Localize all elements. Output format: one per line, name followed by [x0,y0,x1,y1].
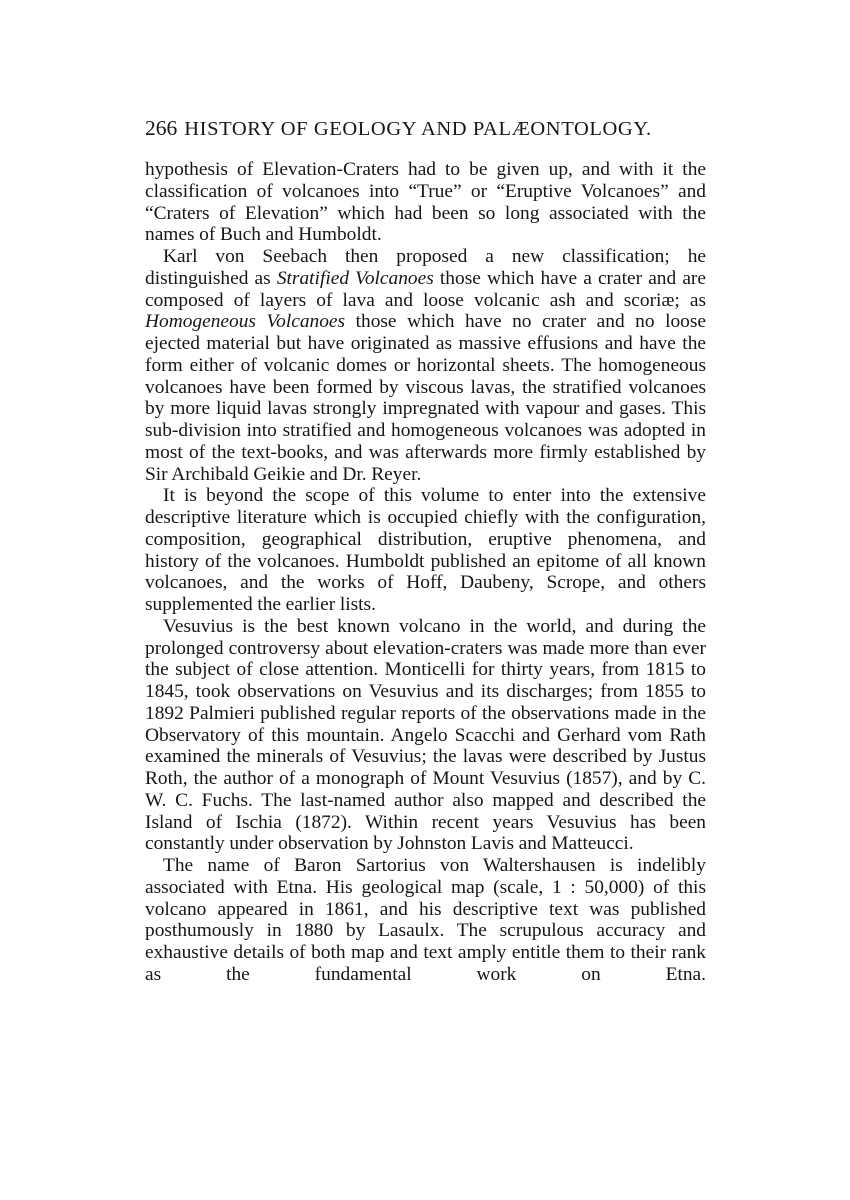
paragraph-text: It is beyond the scope of this volume to enter into the extensive descriptive literature which is occupied chiefly with the configuration, composition, geographical distribution, eruptive phenomena, and history of the volcanoes. Humboldt published an epitome of all known volcanoes, and the works of Hoff, Daubeny, Scrope, and others supplemented the earlier lists. [145,485,706,615]
running-head [145,116,706,141]
paragraph-text: those which have no crater and no loose ejected material but have originated as massive effusions and have the form either of volcanic domes or horizontal sheets. The homogeneous volcanoes have been formed by viscous lavas, the stratified volcanoes by more liquid lavas strongly impregnated with vapour and gases. This sub-division into stratified and homogeneous volcanoes was adopted in most of the text-books, and was afterwards more firmly established by Sir Archibald Geikie and Dr. Reyer. [145,311,706,485]
italic-term: Stratified Volcanoes [276,267,434,289]
paragraph-seebach-classification [145,246,706,485]
paragraph-etna [145,855,706,986]
paragraph-descriptive-literature [145,485,706,616]
paragraph-vesuvius [145,616,706,855]
paragraph-text: Karl von Seebach then proposed a new classification; he distinguished as [145,246,706,289]
body-text [145,159,706,986]
page-number: 266 [145,116,178,140]
paragraph-text: those which have a crater and are composed of layers of lava and loose volcanic ash and scoriæ; as [145,267,707,311]
running-title: HISTORY OF GEOLOGY AND PALÆONTOLOGY. [184,118,652,140]
paragraph-elevation-craters [145,159,706,246]
book-page [145,116,706,986]
italic-term: Homogeneous Volcanoes [145,311,346,333]
paragraph-text: hypothesis of Elevation-Craters had to be given up, and with it the classification of volcanoes into “True” or “Eruptive Volcanoes” and “Craters of Elevation” which had been so long associated with the names of Buch and Humboldt. [145,159,706,246]
paragraph-text: The name of Baron Sartorius von Waltershausen is indelibly associated with Etna. His geological map (scale, 1 : 50,000) of this volcano appeared in 1861, and his descriptive text was published posthumously in 1880 by Lasaulx. The scrupulous accuracy and exhaustive details of both map and text amply entitle them to their rank as the fundamental work on Etna. [145,855,706,985]
paragraph-text: Vesuvius is the best known volcano in the world, and during the prolonged controversy about elevation-craters was made more than ever the subject of close attention. Monticelli for thirty years, from 1815 to 1845, took observations on Vesuvius and its discharges; from 1855 to 1892 Palmieri published regular reports of the observations made in the Observatory of this mountain. Angelo Scacchi and Gerhard vom Rath examined the minerals of Vesuvius; the lavas were described by Justus Roth, the author of a monograph of Mount Vesuvius (1857), and by C. W. C. Fuchs. The last-named author also mapped and described the Island of Ischia (1872). Within recent years Vesuvius has been constantly under observation by Johnston Lavis and Matteucci. [145,615,706,855]
